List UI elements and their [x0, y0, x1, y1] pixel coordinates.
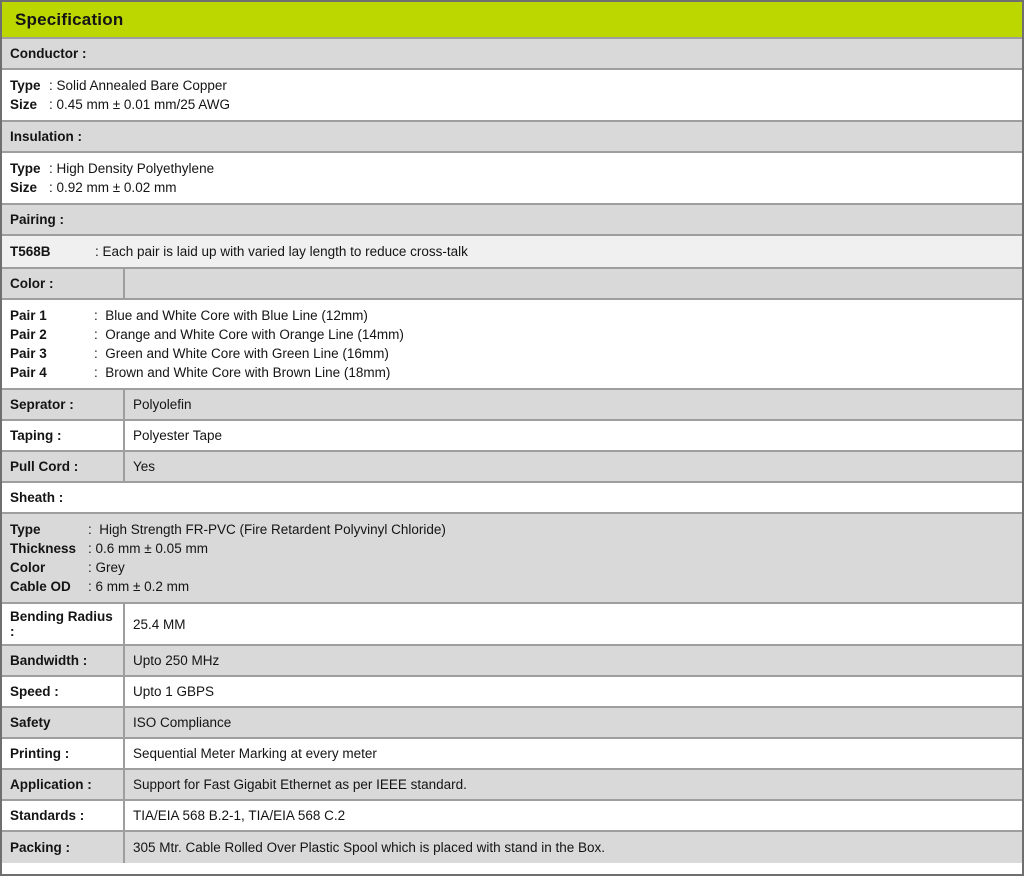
section-label: Sheath :: [10, 490, 64, 505]
detail-key: Size: [10, 180, 38, 195]
value-cell: [125, 770, 1022, 799]
value-cell: [125, 390, 1022, 419]
row-pair-colors: [2, 300, 1022, 390]
detail-value: : Blue and White Core with Blue Line (12mm): [94, 308, 368, 323]
row-label: Color :: [10, 276, 54, 291]
value-cell: [125, 739, 1022, 768]
detail-key: Pair 3: [10, 346, 47, 361]
row-value: Polyolefin: [133, 397, 192, 412]
value-cell: [125, 801, 1022, 830]
section-label: Pairing :: [10, 212, 65, 227]
detail-line: [10, 577, 1014, 596]
value-cell: [125, 604, 1022, 644]
row-value: Yes: [133, 459, 156, 474]
detail-line: [10, 159, 1014, 178]
detail-line: [10, 344, 1014, 363]
detail-key: Thickness: [10, 541, 77, 556]
value-cell: [125, 421, 1022, 450]
row-label: Safety: [10, 715, 51, 730]
row-label: Bandwidth :: [10, 653, 88, 668]
row-label: Packing :: [10, 840, 71, 855]
detail-key: Size: [10, 97, 38, 112]
row-packing: [2, 832, 1022, 863]
value-cell: [125, 832, 1022, 863]
row-pull-cord: [2, 452, 1022, 483]
label-cell: [2, 739, 125, 768]
row-conductor-details: [2, 70, 1022, 122]
row-conductor-heading: [2, 39, 1022, 70]
row-value: Polyester Tape: [133, 428, 223, 443]
row-value: ISO Compliance: [133, 715, 232, 730]
value-cell: [125, 452, 1022, 481]
detail-line: [10, 95, 1014, 114]
row-application: [2, 770, 1022, 801]
detail-line: [10, 306, 1014, 325]
row-standards: [2, 801, 1022, 832]
label-cell: [2, 421, 125, 450]
row-insulation-heading: [2, 122, 1022, 153]
detail-value: : Orange and White Core with Orange Line (14mm): [94, 327, 404, 342]
detail-key: Cable OD: [10, 579, 71, 594]
row-taping: [2, 421, 1022, 452]
detail-value: : 0.45 mm ± 0.01 mm/25 AWG: [49, 97, 230, 112]
detail-value: : 0.6 mm ± 0.05 mm: [88, 541, 208, 556]
row-bending-radius: [2, 604, 1022, 646]
detail-line: [10, 363, 1014, 382]
detail-line: [10, 76, 1014, 95]
detail-line: [10, 539, 1014, 558]
value-cell: [125, 646, 1022, 675]
row-speed: [2, 677, 1022, 708]
row-label: Bending Radius :: [10, 609, 113, 639]
detail-key: Type: [10, 78, 41, 93]
row-value: Upto 250 MHz: [133, 653, 220, 668]
row-value: TIA/EIA 568 B.2-1, TIA/EIA 568 C.2: [133, 808, 346, 823]
row-insulation-details: [2, 153, 1022, 205]
detail-value: : Solid Annealed Bare Copper: [49, 78, 227, 93]
detail-value: : Green and White Core with Green Line (16mm): [94, 346, 389, 361]
detail-key: Pair 2: [10, 327, 47, 342]
detail-line: [10, 242, 1014, 261]
detail-key: Pair 4: [10, 365, 47, 380]
row-printing: [2, 739, 1022, 770]
row-value: 25.4 MM: [133, 616, 186, 632]
detail-value: : Grey: [88, 560, 125, 575]
detail-line: [10, 520, 1014, 539]
row-seprator: [2, 390, 1022, 421]
detail-line: [10, 325, 1014, 344]
detail-value: : High Density Polyethylene: [49, 161, 215, 176]
label-cell: [2, 832, 125, 863]
label-cell: [2, 801, 125, 830]
row-bandwidth: [2, 646, 1022, 677]
row-safety: [2, 708, 1022, 739]
detail-key: Type: [10, 161, 41, 176]
value-cell: [125, 677, 1022, 706]
label-cell: [2, 708, 125, 737]
detail-line: [10, 558, 1014, 577]
row-sheath-heading: [2, 483, 1022, 514]
label-cell: [2, 646, 125, 675]
row-color-heading: [2, 269, 1022, 300]
detail-key: Type: [10, 522, 41, 537]
label-cell: [2, 269, 125, 298]
row-value: Upto 1 GBPS: [133, 684, 215, 699]
value-cell: [125, 708, 1022, 737]
row-label: Standards :: [10, 808, 85, 823]
detail-key: Color: [10, 560, 46, 575]
row-t568b: [2, 236, 1022, 269]
label-cell: [2, 390, 125, 419]
table-title: Specification: [2, 2, 1022, 39]
label-cell: [2, 604, 125, 644]
row-label: Pull Cord :: [10, 459, 79, 474]
row-label: Speed :: [10, 684, 59, 699]
value-cell: [125, 269, 1022, 298]
detail-value: : 6 mm ± 0.2 mm: [88, 579, 190, 594]
detail-key: T568B: [10, 244, 51, 259]
section-label: Conductor :: [10, 46, 87, 61]
label-cell: [2, 452, 125, 481]
row-value: 305 Mtr. Cable Rolled Over Plastic Spool which is placed with stand in the Box.: [133, 840, 605, 855]
detail-line: [10, 178, 1014, 197]
row-label: Seprator :: [10, 397, 74, 412]
row-value: Sequential Meter Marking at every meter: [133, 746, 377, 761]
detail-value: : 0.92 mm ± 0.02 mm: [49, 180, 177, 195]
row-sheath-details: [2, 514, 1022, 604]
row-label: Printing :: [10, 746, 70, 761]
row-value: Support for Fast Gigabit Ethernet as per IEEE standard.: [133, 777, 467, 792]
section-label: Insulation :: [10, 129, 82, 144]
table-rows: [2, 39, 1022, 863]
label-cell: [2, 770, 125, 799]
row-label: Taping :: [10, 428, 62, 443]
label-cell: [2, 677, 125, 706]
row-label: Application :: [10, 777, 92, 792]
detail-key: Pair 1: [10, 308, 47, 323]
row-pairing-heading: [2, 205, 1022, 236]
detail-value: : Each pair is laid up with varied lay length to reduce cross-talk: [95, 244, 468, 259]
detail-value: : Brown and White Core with Brown Line (18mm): [94, 365, 391, 380]
detail-value: : High Strength FR-PVC (Fire Retardent Polyvinyl Chloride): [88, 522, 446, 537]
